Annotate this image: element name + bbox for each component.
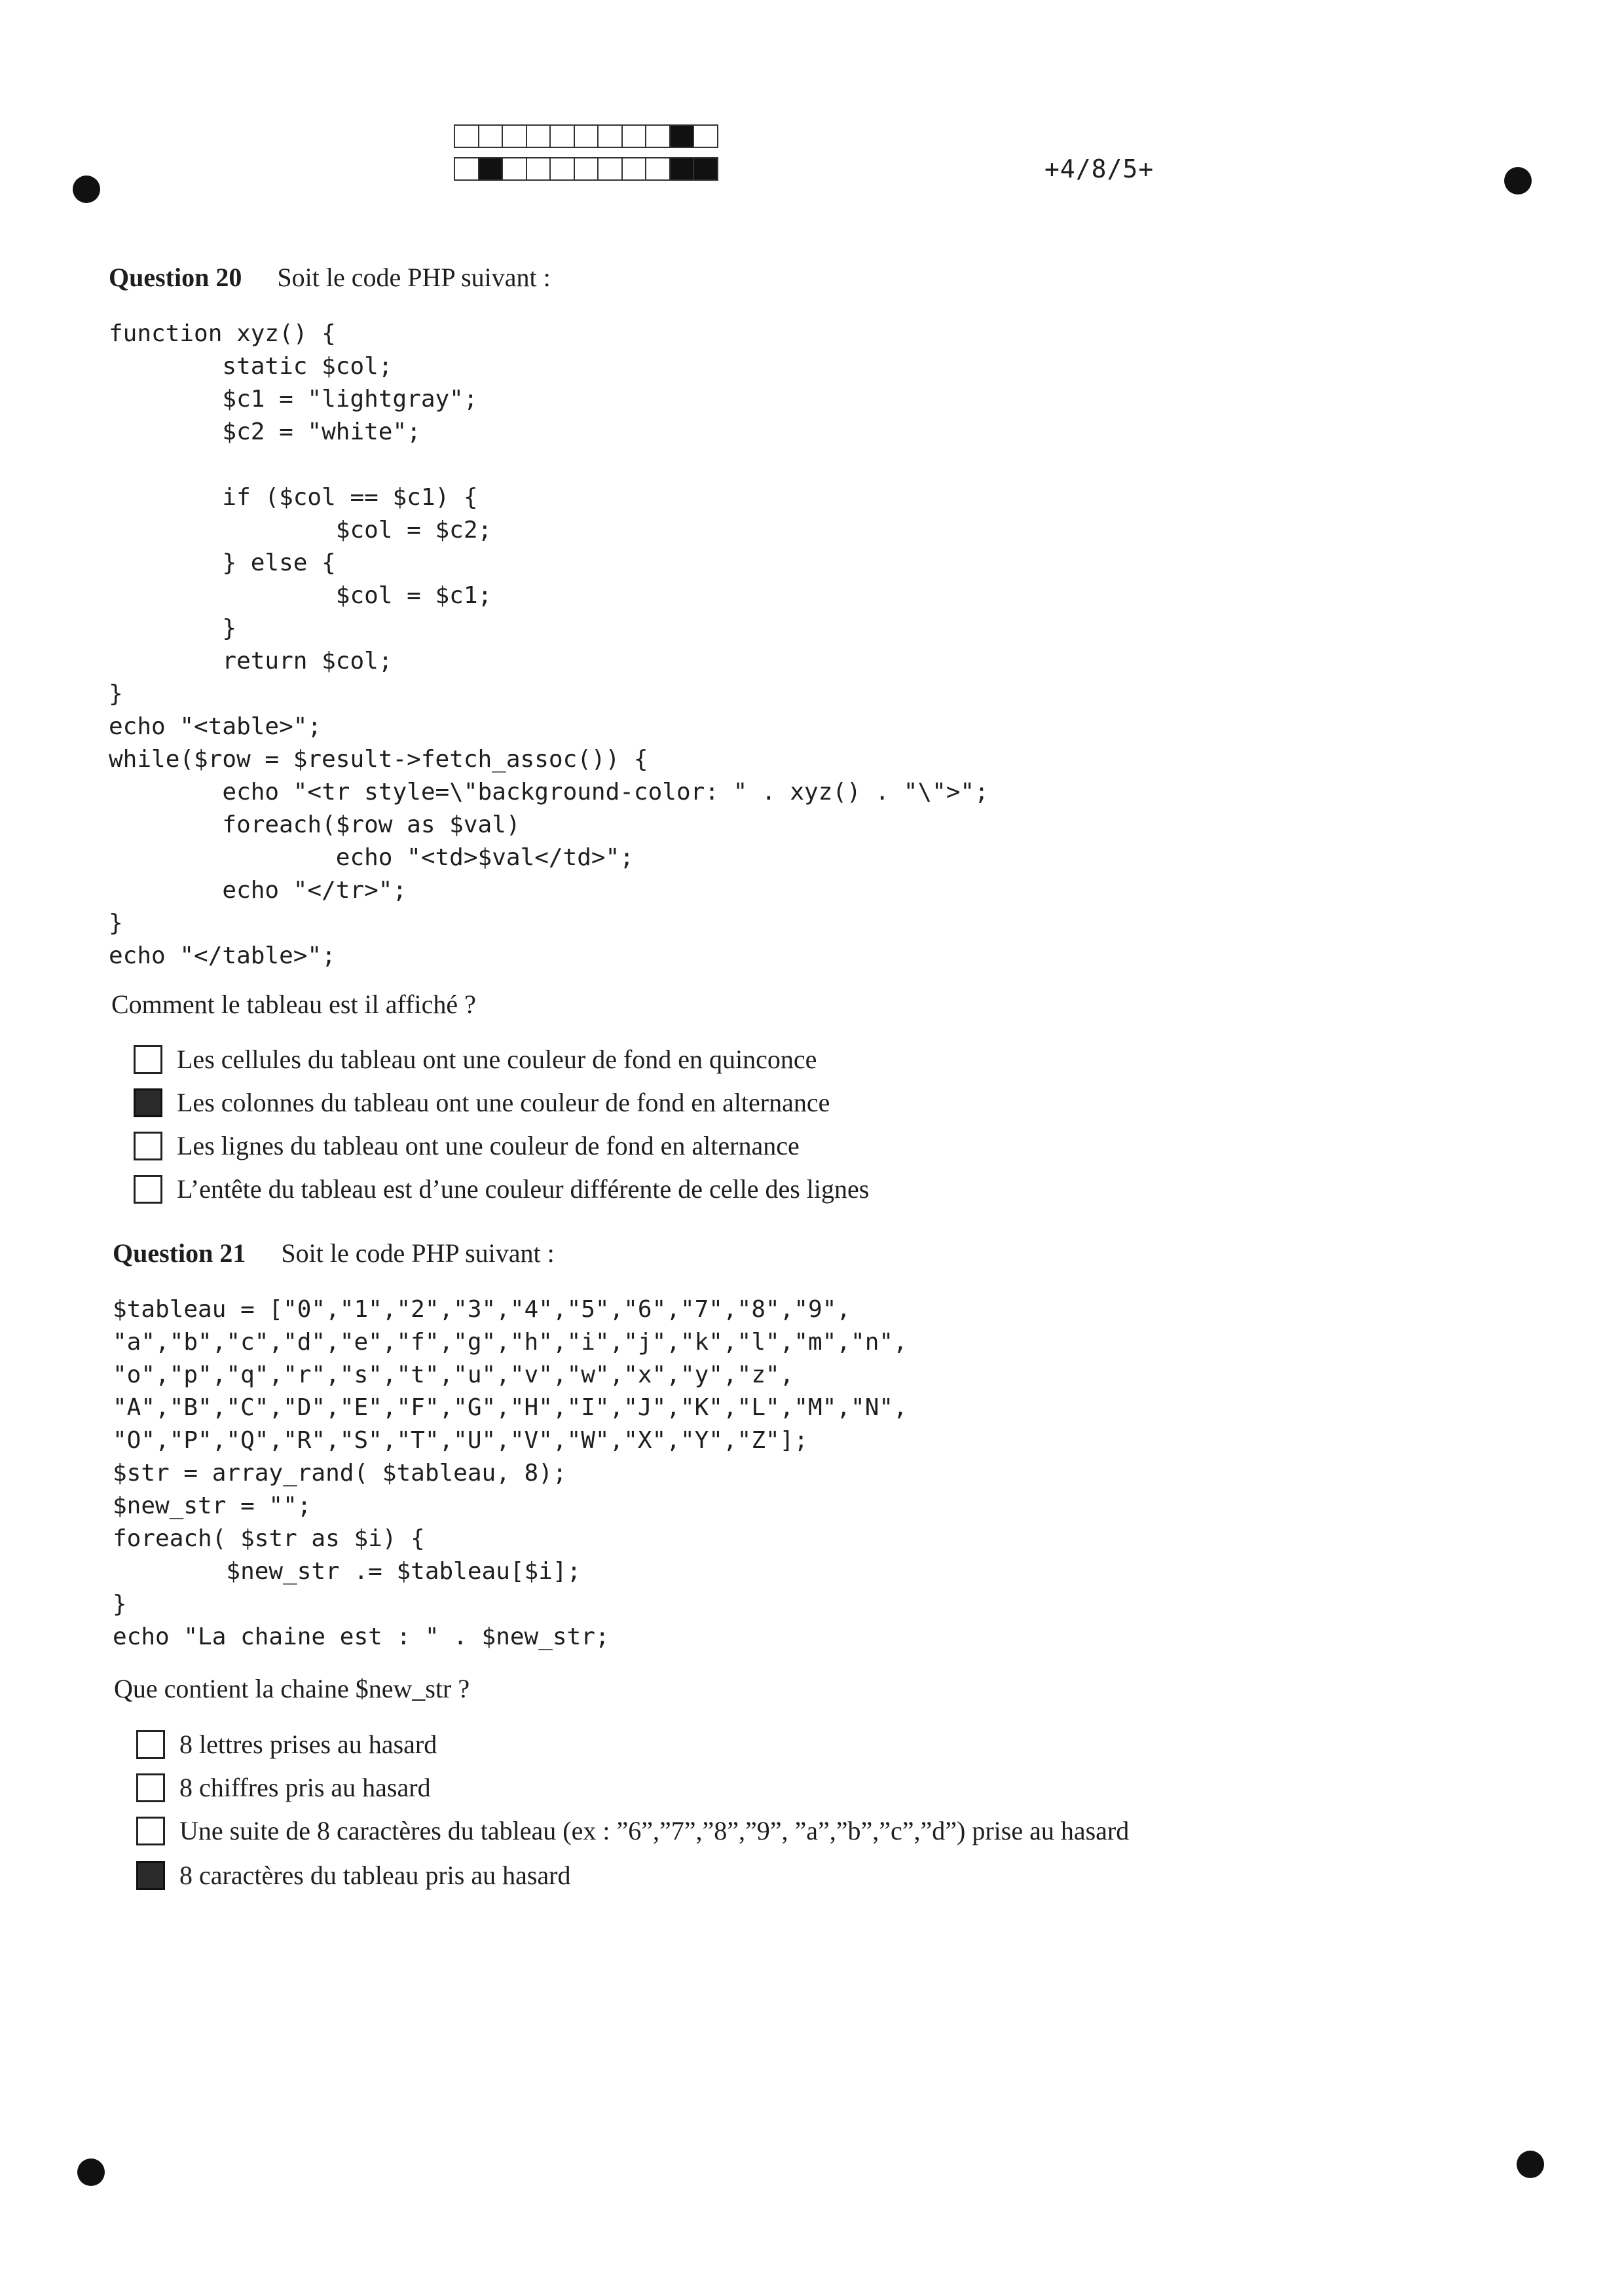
code-cell [597,124,623,148]
question-21-prompt: Que contient la chaine $new_str ? [114,1674,470,1703]
code-cell [693,124,718,148]
page-code-row-1 [454,124,717,148]
code-cell [526,157,551,181]
answer-option[interactable] [136,1772,431,1803]
question-number: Question 20 [109,263,242,292]
code-cell [478,124,504,148]
answer-option[interactable] [134,1087,830,1118]
answer-label: Les cellules du tableau ont une couleur de fond en quinconce [177,1045,817,1074]
code-cell [621,157,647,181]
answer-option[interactable] [134,1044,817,1075]
answer-option[interactable] [136,1860,570,1891]
registration-mark-bottom-right [1517,2151,1544,2178]
code-cell [454,157,479,181]
question-intro: Soit le code PHP suivant : [277,263,551,292]
answer-checkbox[interactable] [136,1730,165,1759]
page-id: +4/8/5+ [1044,155,1154,183]
answer-checkbox[interactable] [134,1088,162,1117]
question-21-code: $tableau = ["0","1","2","3","4","5","6","7","8","9", "a","b","c","d","e","f","g","h","i","j","k","l","m","n", "o","p","q","r","s","t","u","v","w","x","y","z", "A","B","C","D","E","F","G","H","I","J","K","L","M","N", "O","P","Q","R","S","T","U","V","W","X","Y","Z"]; $str = array_rand( $tableau, 8); $new_str = ""; foreach( $str as $i) { $new_str .= $tableau[$i]; } echo "La chaine est : " . $new_str; [113,1296,908,1650]
registration-mark-top-right [1504,167,1532,194]
answer-label: 8 lettres prises au hasard [179,1730,437,1759]
code-cell [502,157,527,181]
question-20-code: function xyz() { static $col; $c1 = "lightgray"; $c2 = "white"; if ($col == $c1) { $col = $c2; } else { $col = $c1; } return $col; } echo "<table>"; while($row = $result->fetch_assoc()) { echo "<tr style=\"background-color: " . xyz() . "\">"; foreach($row as $val) echo "<td>$val</td>"; echo "</tr>"; } echo "</table>"; [109,320,989,969]
code-cell [549,124,575,148]
registration-mark-top-left [73,176,100,203]
answer-checkbox[interactable] [134,1132,162,1160]
answer-option[interactable] [134,1130,800,1161]
code-cell [454,124,479,148]
answer-checkbox[interactable] [134,1045,162,1074]
code-cell [549,157,575,181]
answer-label: 8 caractères du tableau pris au hasard [179,1861,571,1890]
code-cell [645,157,671,181]
code-cell [502,124,527,148]
page-code-row-2 [454,157,717,181]
code-cell [669,157,695,181]
code-cell [597,157,623,181]
code-cell [621,124,647,148]
question-intro: Soit le code PHP suivant : [281,1238,555,1268]
code-cell [574,157,599,181]
code-cell [526,124,551,148]
question-number: Question 21 [113,1238,246,1268]
answer-label: Les colonnes du tableau ont une couleur de fond en alternance [177,1088,830,1117]
code-cell [645,124,671,148]
answer-label: L’entête du tableau est d’une couleur différente de celle des lignes [177,1174,870,1204]
answer-checkbox[interactable] [136,1817,165,1845]
answer-option[interactable] [136,1729,437,1760]
question-21-title [113,1238,555,1268]
answer-label: Les lignes du tableau ont une couleur de fond en alternance [177,1131,800,1160]
answer-checkbox[interactable] [136,1773,165,1802]
question-20-title [109,262,551,293]
registration-mark-bottom-left [77,2158,105,2186]
answer-option[interactable] [136,1815,1129,1846]
answer-label: 8 chiffres pris au hasard [179,1773,431,1802]
code-cell [478,157,504,181]
code-cell [669,124,695,148]
code-cell [693,157,718,181]
code-cell [574,124,599,148]
answer-label: Une suite de 8 caractères du tableau (ex : ”6”,”7”,”8”,”9”, ”a”,”b”,”c”,”d”) prise au hasard [179,1816,1130,1845]
question-20-prompt: Comment le tableau est il affiché ? [111,990,476,1019]
answer-option[interactable] [134,1174,869,1204]
answer-checkbox[interactable] [134,1175,162,1204]
answer-checkbox[interactable] [136,1861,165,1890]
